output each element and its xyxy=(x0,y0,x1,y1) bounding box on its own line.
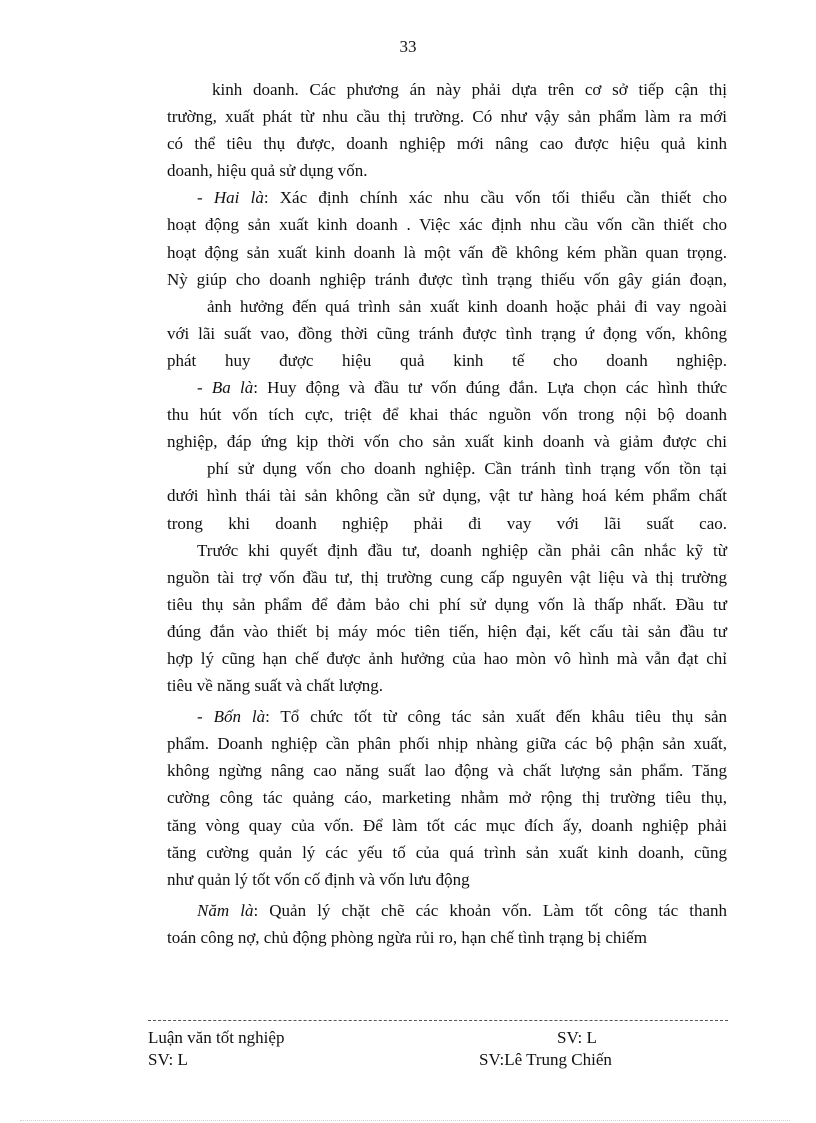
section-lead: Ba là xyxy=(211,378,254,398)
text-line: tiêu thụ sản phẩm để đảm bảo chi phí sử dụng vốn là thấp nhất. Đầu tư xyxy=(167,594,727,614)
text-line xyxy=(167,184,727,211)
text-line: dưới hình thái tài sản không cần sử dụng, vật tư hàng hoá kém phẩm chất xyxy=(167,486,727,506)
line-text: : Huy động và đầu tư vốn đúng đắn. Lựa chọn các hình thức xyxy=(253,378,727,398)
page-number: 33 xyxy=(399,37,417,56)
text-line: có thể tiêu thụ được, doanh nghiệp mới nâng cao được hiệu quả kinh xyxy=(167,134,727,154)
footer-row-bottom xyxy=(148,1049,728,1071)
section-lead: Hai là xyxy=(213,188,264,208)
text-line: phẩm. Doanh nghiệp cần phân phối nhịp nhàng giữa các bộ phận sản xuất, xyxy=(167,734,727,754)
section-lead: Bốn là xyxy=(213,707,266,727)
text-line: với lãi suất vao, đồng thời cũng tránh được tình trạng ứ đọng vốn, không xyxy=(167,323,727,343)
text-line: nguồn tài trợ vốn đầu tư, thị trường cung cấp nguyên vật liệu và thị trường xyxy=(167,567,727,587)
text-line: nghiệp, đáp ứng kịp thời vốn cho sản xuất kinh doanh và giảm được chi xyxy=(167,432,727,452)
text-line: trong khi doanh nghiệp phải đi vay với lãi suất cao. xyxy=(167,513,727,533)
text-line: không ngừng nâng cao năng suất lao động và chất lượng sản phẩm. Tăng xyxy=(167,761,727,781)
text-line: tiêu về năng suất và chất lượng. xyxy=(167,676,384,696)
list-dash: - xyxy=(197,188,214,208)
text-line: như quản lý tốt vốn cố định và vốn lưu động xyxy=(167,869,470,889)
text-line: tăng cường quản lý các yếu tố của quá trình sản xuất kinh doanh, cũng xyxy=(167,842,727,862)
footer-student-name: SV:Lê Trung Chiến xyxy=(479,1050,612,1069)
text-line: hợp lý cũng hạn chế được ảnh hưởng của hao mòn vô hình mà vẫn đạt chỉ xyxy=(167,648,727,668)
line-text: : Quản lý chặt chẽ các khoản vốn. Làm tốt công tác thanh xyxy=(253,900,727,920)
text-line: kinh doanh. Các phương án này phải dựa trên cơ sở tiếp cận thị xyxy=(212,80,727,99)
footer-student-short-right: SV: L xyxy=(557,1028,597,1047)
text-line: toán công nợ, chủ động phòng ngừa rủi ro, hạn chế tình trạng bị chiếm xyxy=(167,927,647,947)
page-edge xyxy=(20,1120,790,1121)
text-line: thu hút vốn tích cực, triệt để khai thác nguồn vốn trong nội bộ doanh xyxy=(167,405,727,425)
list-dash: - xyxy=(197,378,212,398)
text-line xyxy=(167,897,727,924)
footer-row-top xyxy=(148,1027,728,1049)
text-line: doanh, hiệu quả sử dụng vốn. xyxy=(167,161,368,181)
text-line: Trước khi quyết định đầu tư, doanh nghiệp cần phải cân nhắc kỹ từ xyxy=(197,540,727,560)
text-line: Nỳ giúp cho doanh nghiệp tránh được tình trạng thiếu vốn gây gián đoạn, xyxy=(167,269,727,289)
text-line: phí sử dụng vốn cho doanh nghiệp. Cần tránh tình trạng vốn tồn tại xyxy=(207,459,727,479)
body-text xyxy=(167,76,727,951)
text-line: ảnh hưởng đến quá trình sản xuất kinh doanh hoặc phải đi vay ngoài xyxy=(207,296,727,316)
text-line: hoạt động sản xuất kinh doanh . Việc xác định nhu cầu vốn cần thiết cho xyxy=(167,215,727,235)
text-line: cường công tác quảng cáo, marketing nhằm mở rộng thị trường tiêu thụ, xyxy=(167,788,727,808)
section-lead: Năm là xyxy=(197,900,254,920)
footer-thesis-label: Luận văn tốt nghiệp xyxy=(148,1028,285,1047)
footer xyxy=(148,1027,728,1071)
footer-student-short-left: SV: L xyxy=(148,1050,188,1069)
text-line: tăng vòng quay của vốn. Để làm tốt các mục đích ấy, doanh nghiệp phải xyxy=(167,815,727,835)
text-line: phát huy được hiệu quả kinh tế cho doanh nghiệp. xyxy=(167,350,727,370)
text-line xyxy=(167,703,727,730)
text-line: đúng đắn vào thiết bị máy móc tiên tiến, hiện đại, kết cấu tài sản đầu tư xyxy=(167,621,727,641)
text-line: hoạt động sản xuất kinh doanh là một vấn đề không kém phần quan trọng. xyxy=(167,242,727,262)
list-dash: - xyxy=(197,707,214,727)
line-text: : Xác định chính xác nhu cầu vốn tối thiểu cần thiết cho xyxy=(263,188,727,208)
text-line: trường, xuất phát từ nhu cầu thị trường. Có như vậy sản phẩm làm ra mới xyxy=(167,107,727,127)
text-line xyxy=(167,374,727,401)
footer-divider xyxy=(148,1020,728,1021)
line-text: : Tổ chức tốt từ công tác sản xuất đến khâu tiêu thụ sản xyxy=(265,707,727,727)
